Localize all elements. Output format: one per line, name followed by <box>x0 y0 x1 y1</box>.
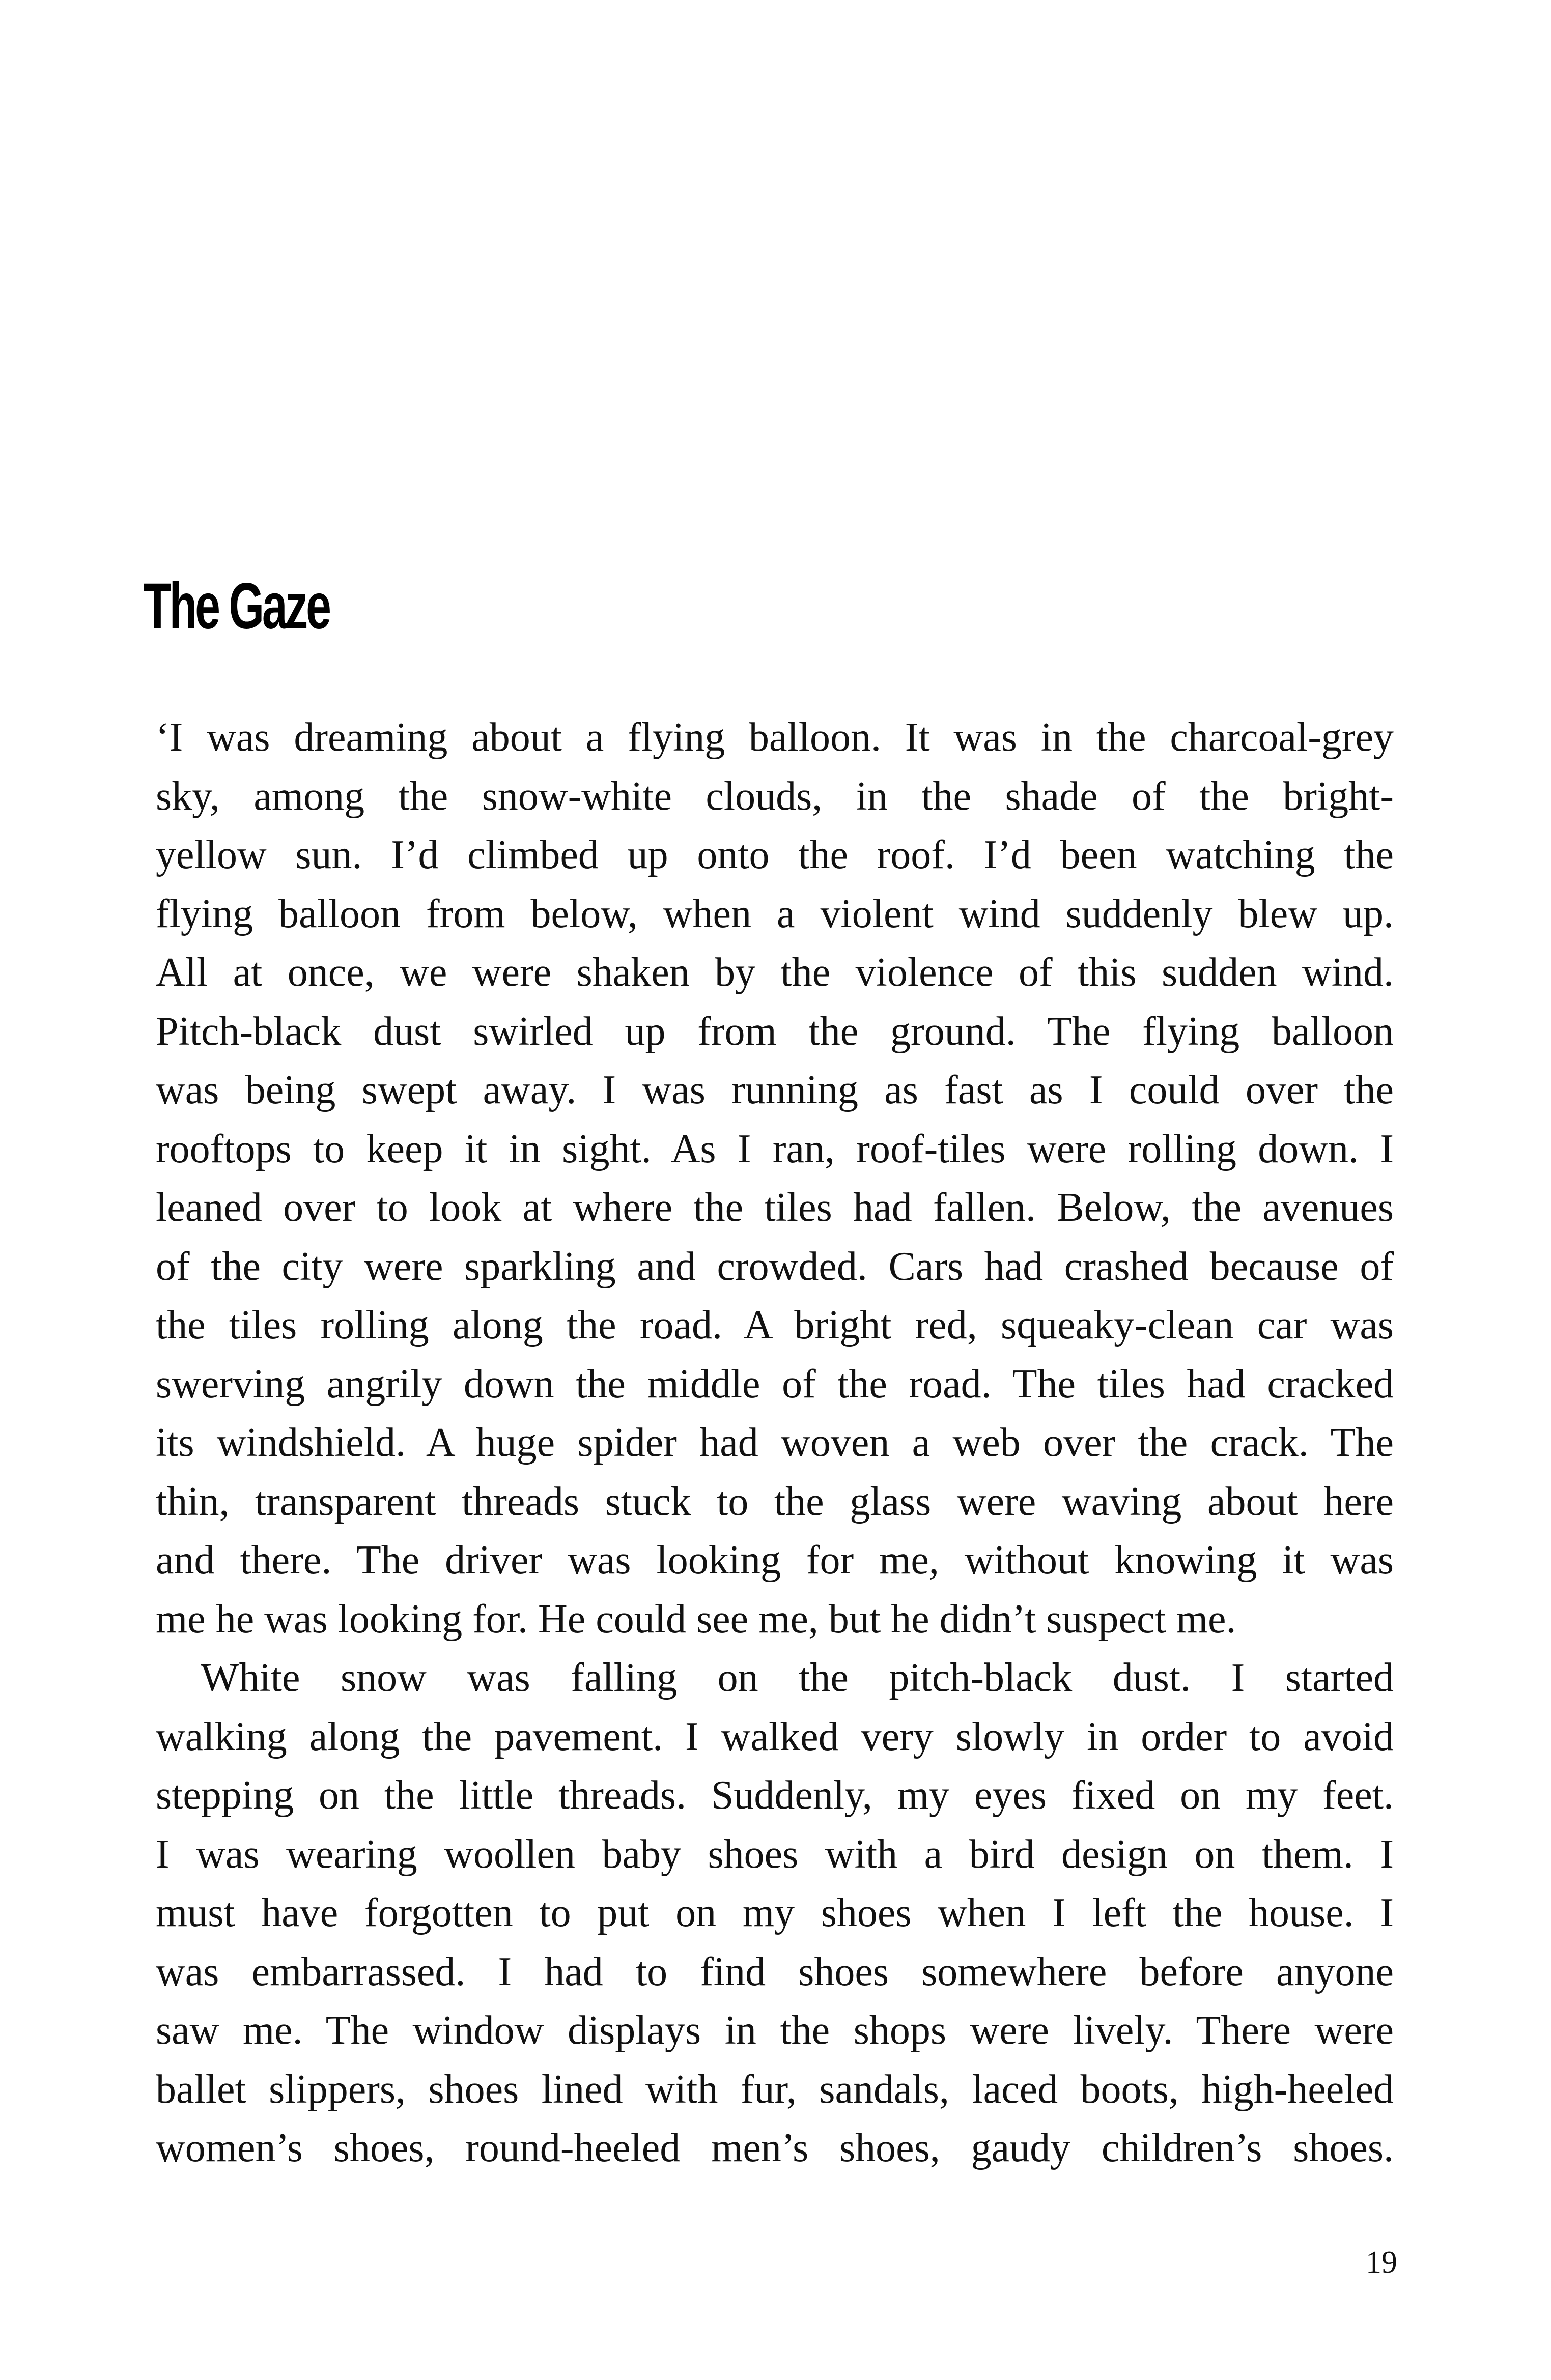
chapter-title: The Gaze <box>144 570 329 643</box>
text-line: leaned over to look at where the tiles had fallen. Below, the avenues <box>156 1185 1394 1230</box>
text-line: ‘I was dreaming about a flying balloon. It was in the charcoal-grey <box>156 715 1394 760</box>
text-line: was being swept away. I was running as fast as I could over the <box>156 1068 1394 1112</box>
text-line: flying balloon from below, when a violent wind suddenly blew up. <box>156 891 1394 936</box>
text-line: All at once, we were shaken by the violence of this sudden wind. <box>156 950 1394 995</box>
text-line: the tiles rolling along the road. A bright red, squeaky-clean car was <box>156 1303 1394 1347</box>
text-line: rooftops to keep it in sight. As I ran, roof-tiles were rolling down. I <box>156 1126 1394 1171</box>
page-number: 19 <box>1366 2245 1397 2280</box>
text-line: Pitch-black dust swirled up from the ground. The flying balloon <box>156 1009 1394 1054</box>
text-line: ballet slippers, shoes lined with fur, sandals, laced boots, high-heeled <box>156 2067 1394 2112</box>
text-line: me he was looking for. He could see me, but he didn’t suspect me. <box>156 1596 1236 1642</box>
text-line: saw me. The window displays in the shops were lively. There were <box>156 2008 1394 2053</box>
text-line: White snow was falling on the pitch-black dust. I started <box>201 1655 1394 1700</box>
paragraph-1 <box>156 708 1394 1649</box>
text-line: I was wearing woollen baby shoes with a bird design on them. I <box>156 1831 1394 1877</box>
text-line: swerving angrily down the middle of the road. The tiles had cracked <box>156 1361 1394 1407</box>
text-line: and there. The driver was looking for me, without knowing it was <box>156 1538 1394 1583</box>
text-line: sky, among the snow-white clouds, in the shade of the bright- <box>156 773 1394 819</box>
text-line: was embarrassed. I had to find shoes somewhere before anyone <box>156 1949 1394 1994</box>
text-line: of the city were sparkling and crowded. Cars had crashed because of <box>156 1244 1394 1289</box>
text-line: stepping on the little threads. Suddenly, my eyes fixed on my feet. <box>156 1773 1394 1818</box>
text-line: must have forgotten to put on my shoes when I left the house. I <box>156 1890 1394 1935</box>
body-text <box>156 708 1394 2178</box>
paragraph-2 <box>156 1649 1394 2178</box>
text-line: women’s shoes, round-heeled men’s shoes, gaudy children’s shoes. <box>156 2126 1394 2170</box>
text-line: yellow sun. I’d climbed up onto the roof. I’d been watching the <box>156 833 1394 877</box>
text-line: walking along the pavement. I walked very slowly in order to avoid <box>156 1714 1394 1759</box>
text-line: its windshield. A huge spider had woven a web over the crack. The <box>156 1420 1394 1465</box>
text-line: thin, transparent threads stuck to the glass were waving about here <box>156 1479 1394 1524</box>
